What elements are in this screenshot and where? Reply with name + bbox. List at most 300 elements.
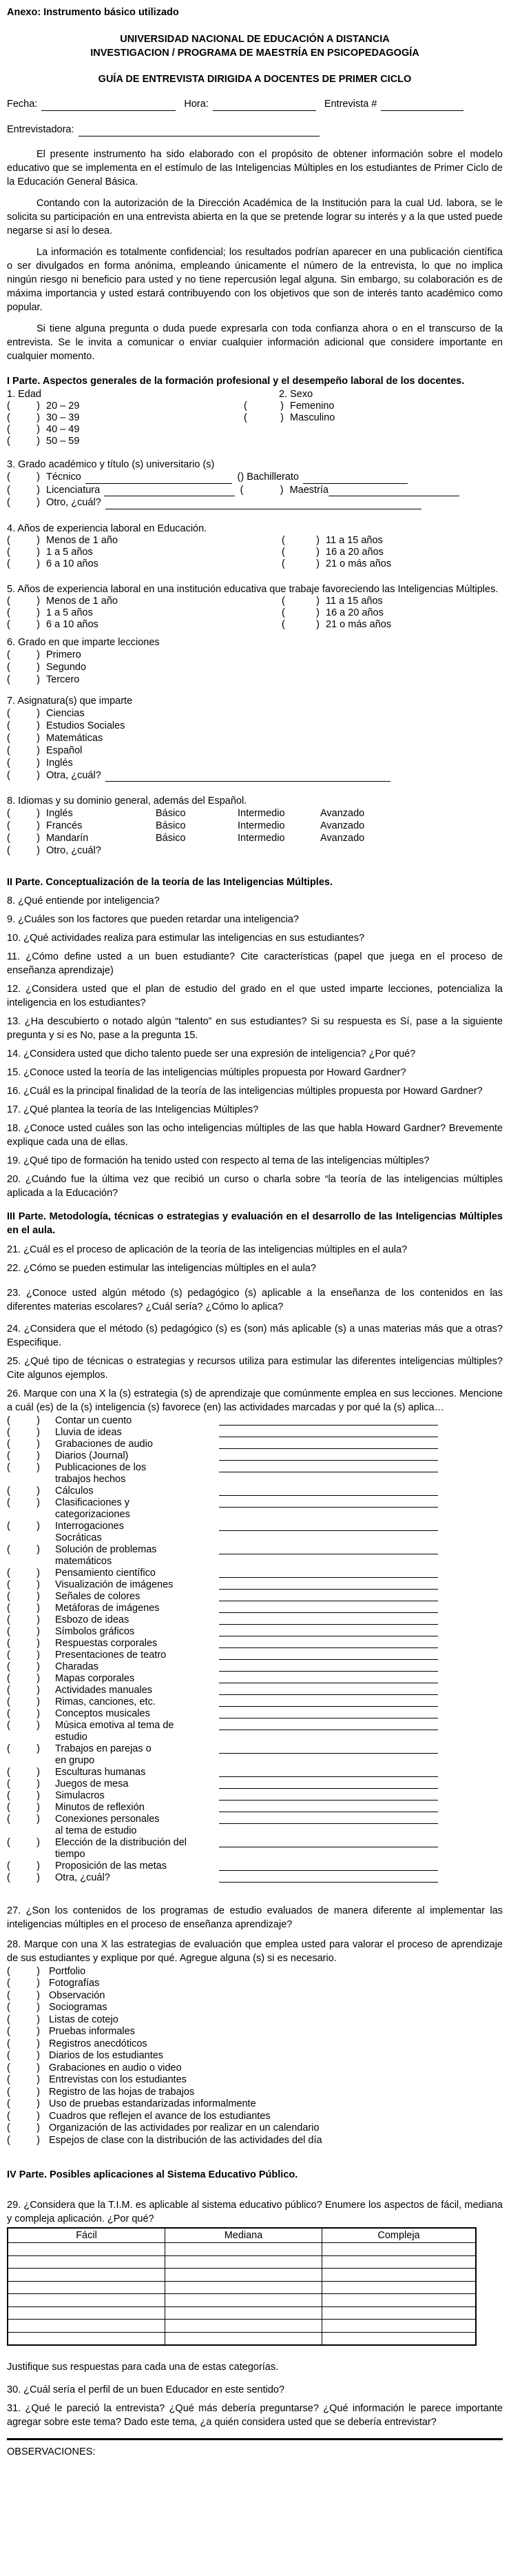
answer-line[interactable] <box>219 1685 438 1695</box>
strategy-label: Pensamiento científico <box>55 1567 156 1579</box>
strategies-checklist <box>7 1415 503 1884</box>
answer-line[interactable] <box>219 1778 438 1789</box>
checkbox[interactable] <box>7 2098 40 2111</box>
checkbox[interactable] <box>7 412 40 424</box>
checkbox[interactable] <box>7 1650 40 1661</box>
answer-line[interactable] <box>219 1650 438 1660</box>
checkbox[interactable] <box>7 1544 40 1556</box>
option-row <box>7 707 503 720</box>
question-grado-academico: 3. Grado académico y título (s) universitario (s) <box>7 459 215 470</box>
question-31: 31. ¿Qué le pareció la entrevista? ¿Qué más debería preguntarse? ¿Qué información le parece importante agregar sobre este tema? Dado este tema, ¿a quién considera usted que se debería entrevistar? <box>7 2403 503 2428</box>
strategy-label: Mapas corporales <box>55 1672 135 1684</box>
entrevistadora-input-line[interactable] <box>79 125 320 136</box>
checkbox[interactable] <box>7 1626 40 1638</box>
table-cell[interactable] <box>8 2332 165 2345</box>
evaluation-row <box>7 2062 503 2075</box>
question-asignatura: 7. Asignatura(s) que imparte <box>7 695 133 707</box>
checkbox[interactable] <box>282 535 320 547</box>
table-body <box>8 2243 476 2346</box>
checkbox[interactable] <box>7 732 40 744</box>
table-cell[interactable] <box>165 2332 322 2345</box>
level-intermedio-label[interactable]: Intermedio <box>238 807 285 819</box>
checkbox[interactable] <box>7 2050 40 2062</box>
table-cell[interactable] <box>322 2243 477 2256</box>
answer-line[interactable] <box>219 1497 438 1508</box>
intro-paragraph: El presente instrumento ha sido elaborado con el propósito de obtener información sobre el modelo educativo que se implementa en el estímulo de las Inteligencias Múltiples en los estudiantes de Primer Ciclo de la Educación General Básica. <box>7 149 503 187</box>
checkbox[interactable] <box>7 607 40 619</box>
table-row <box>8 2320 476 2333</box>
evaluation-row <box>7 2087 503 2099</box>
checkbox[interactable] <box>7 1966 40 1978</box>
answer-line[interactable] <box>219 1521 438 1531</box>
language-label: Francés <box>46 820 83 831</box>
strategy-row <box>7 1650 503 1661</box>
strategy-row <box>7 1778 503 1790</box>
level-avanzado-label[interactable]: Avanzado <box>320 820 365 831</box>
strategy-label: Esculturas humanas <box>55 1766 146 1778</box>
answer-line[interactable] <box>219 1544 438 1554</box>
table-cell[interactable] <box>8 2306 165 2320</box>
answer-line[interactable] <box>219 1450 438 1461</box>
evaluation-label: Pruebas informales <box>49 2026 135 2037</box>
checkbox[interactable] <box>7 1696 40 1708</box>
option-row <box>7 720 503 732</box>
otra-asignatura-input-line[interactable] <box>105 771 390 782</box>
option-label: Menos de 1 año <box>46 534 118 546</box>
checkbox[interactable] <box>282 558 320 570</box>
strategy-label: Charadas <box>55 1661 98 1672</box>
answer-line[interactable] <box>219 1415 438 1426</box>
table-cell[interactable] <box>322 2269 477 2282</box>
level-basico-label[interactable]: Básico <box>156 832 186 844</box>
strategy-label: Elección de la distribución del tiempo <box>55 1836 187 1860</box>
checkbox[interactable] <box>7 2111 40 2123</box>
strategy-row <box>7 1743 503 1767</box>
evaluation-row <box>7 2122 503 2135</box>
evaluation-label: Observación <box>49 1989 105 2001</box>
checkbox[interactable] <box>7 1802 40 1814</box>
experiencia-options <box>7 535 503 570</box>
question-text: 20. ¿Cuándo fue la última vez que recibió un curso o charla sobre “la teoría de las inteligencias múltiples aplicada a la Educación? <box>7 1173 503 1199</box>
table-cell[interactable] <box>8 2281 165 2294</box>
checkbox[interactable] <box>7 547 40 558</box>
question-grado-lecciones: 6. Grado en que imparte lecciones <box>7 636 160 648</box>
question-29: 29. ¿Considera que la T.I.M. es aplicable al sistema educativo público? Enumere los aspectos de fácil, mediana y compleja aplicación. ¿Por qué? <box>7 2200 503 2224</box>
checkbox[interactable] <box>7 1603 40 1614</box>
checkbox[interactable] <box>7 1439 40 1450</box>
checkbox[interactable] <box>7 844 40 857</box>
question-text: 10. ¿Qué actividades realiza para estimular las inteligencias en sus estudiantes? <box>7 932 365 944</box>
question-idiomas: 8. Idiomas y su dominio general, además del Español. <box>7 795 247 807</box>
table-cell[interactable] <box>165 2255 322 2269</box>
answer-line[interactable] <box>219 1720 438 1730</box>
option-label: Matemáticas <box>46 732 103 744</box>
sexo-options <box>238 400 503 424</box>
answer-line[interactable] <box>219 1626 438 1636</box>
checkbox[interactable] <box>7 2122 40 2135</box>
checkbox[interactable] <box>7 1708 40 1720</box>
strategy-label: Lluvia de ideas <box>55 1426 122 1438</box>
checkbox[interactable] <box>7 1485 40 1497</box>
strategy-label: Símbolos gráficos <box>55 1625 135 1637</box>
option-label: Licenciatura <box>46 484 101 496</box>
option-label: 21 o más años <box>326 618 392 630</box>
strategy-label: Proposición de las metas <box>55 1860 167 1872</box>
answer-line[interactable] <box>219 1708 438 1718</box>
option-pair-row <box>7 619 503 631</box>
strategy-label: Trabajos en parejas o en grupo <box>55 1743 152 1766</box>
evaluation-row <box>7 2038 503 2051</box>
tecnico-input-line[interactable] <box>85 474 232 484</box>
question-label: 1. Edad <box>7 389 41 400</box>
checkbox[interactable] <box>7 649 40 661</box>
answer-line[interactable] <box>219 1614 438 1625</box>
answer-line[interactable] <box>219 1568 438 1578</box>
strategy-row <box>7 1439 503 1450</box>
application-table <box>7 2227 477 2346</box>
question-27: 27. ¿Son los contenidos de los programas de estudio evaluados de manera diferente al implementar las inteligencias múltiples en el proceso de enseñanza aprendizaje? <box>7 1905 503 1930</box>
answer-line[interactable] <box>219 1462 438 1472</box>
table-cell[interactable] <box>165 2306 322 2320</box>
answer-line[interactable] <box>219 1638 438 1648</box>
question-text: 12. ¿Considera usted que el plan de estudio del grado en el que usted imparte lecciones, potencializa la inteligencia en los estudiantes? <box>7 983 503 1008</box>
option-label: 11 a 15 años <box>326 534 383 546</box>
table-cell[interactable] <box>8 2320 165 2333</box>
question-30: 30. ¿Cuál sería el perfil de un buen Educador en este sentido? <box>7 2384 285 2395</box>
table-cell[interactable] <box>165 2281 322 2294</box>
table-cell[interactable] <box>322 2294 477 2307</box>
checkbox[interactable] <box>7 2026 40 2038</box>
table-header-compleja: Compleja <box>322 2228 477 2243</box>
checkbox[interactable] <box>7 820 40 832</box>
question-23: 23. ¿Conoce usted algún método (s) pedagógico (s) aplicable a la enseñanza de los contenidos en las diferentes materias escolares? ¿Cuál sería? ¿Cómo lo aplica? <box>7 1287 503 1312</box>
interviewer-row <box>7 123 503 136</box>
language-row <box>7 820 503 832</box>
strategy-label: Música emotiva al tema de estudio <box>55 1719 174 1743</box>
option-row <box>7 673 503 686</box>
question-21: 21. ¿Cuál es el proceso de aplicación de la teoría de las inteligencias múltiples en el aula? <box>7 1244 408 1255</box>
checkbox[interactable] <box>7 2014 40 2027</box>
table-cell[interactable] <box>165 2320 322 2333</box>
strategy-row <box>7 1860 503 1872</box>
answer-line[interactable] <box>219 1802 438 1812</box>
evaluation-label: Portfolio <box>49 1965 86 1977</box>
entrevista-number-label: Entrevista # <box>324 99 377 110</box>
language-label: Mandarín <box>46 832 89 844</box>
checkbox[interactable] <box>7 2087 40 2099</box>
checkbox[interactable] <box>7 1978 40 1990</box>
checkbox[interactable] <box>7 1767 40 1778</box>
evaluation-row <box>7 2014 503 2027</box>
checkbox[interactable] <box>7 1743 40 1755</box>
table-cell[interactable] <box>322 2255 477 2269</box>
option-row <box>7 757 503 769</box>
table-cell[interactable] <box>8 2269 165 2282</box>
strategy-row <box>7 1568 503 1579</box>
strategy-row <box>7 1661 503 1673</box>
table-cell[interactable] <box>165 2294 322 2307</box>
level-intermedio-label[interactable]: Intermedio <box>238 820 285 831</box>
date-time-row <box>7 97 503 111</box>
entrevista-number-input-line[interactable] <box>381 100 463 111</box>
checkbox[interactable] <box>7 757 40 769</box>
language-row <box>7 832 503 844</box>
observations-label: OBSERVACIONES: <box>7 2446 96 2457</box>
strategy-label: Presentaciones de teatro <box>55 1649 167 1661</box>
strategy-label: Rimas, canciones, etc. <box>55 1696 156 1707</box>
bachillerato-input-line[interactable] <box>303 474 408 484</box>
checkbox[interactable] <box>7 1427 40 1439</box>
table-row <box>8 2255 476 2269</box>
checkbox[interactable] <box>7 1462 40 1474</box>
level-basico-label[interactable]: Básico <box>156 807 186 819</box>
option-pair-row <box>7 596 503 607</box>
checkbox[interactable] <box>7 2002 40 2014</box>
strategy-row <box>7 1591 503 1603</box>
strategy-row <box>7 1579 503 1591</box>
edad-options <box>7 400 238 447</box>
evaluation-label: Organización de las actividades por realizar en un calendario <box>49 2122 320 2133</box>
checkbox[interactable] <box>7 1814 40 1825</box>
answer-line[interactable] <box>219 1696 438 1707</box>
level-avanzado-label[interactable]: Avanzado <box>320 807 365 819</box>
option-label: Estudios Sociales <box>46 720 125 731</box>
strategy-label: Visualización de imágenes <box>55 1579 174 1590</box>
question-text: 18. ¿Conoce usted cuáles son las ocho inteligencias múltiples de las que habla Howard Gardner? Brevemente explique cada una de ellas. <box>7 1122 503 1148</box>
checkbox[interactable] <box>7 400 40 412</box>
evaluation-label: Diarios de los estudiantes <box>49 2050 164 2061</box>
entrevistadora-label: Entrevistadora: <box>7 124 74 135</box>
grado-lecciones-options <box>7 649 503 686</box>
hora-input-line[interactable] <box>213 100 316 111</box>
checkbox[interactable] <box>7 2062 40 2075</box>
checkbox[interactable] <box>244 412 284 424</box>
checkbox[interactable] <box>7 1497 40 1509</box>
answer-line[interactable] <box>219 1603 438 1613</box>
table-row <box>8 2294 476 2307</box>
strategy-label: Clasificaciones y categorizaciones <box>55 1497 130 1520</box>
checkbox[interactable] <box>7 1990 40 2002</box>
part3-heading: III Parte. Metodología, técnicas o estrategias y evaluación en el desarrollo de las Inteligencias Múltiples en el aula. <box>7 1210 503 1236</box>
answer-line[interactable] <box>219 1439 438 1449</box>
part2-questions <box>7 894 503 1200</box>
checkbox[interactable] <box>7 1591 40 1603</box>
option-label: Primero <box>46 649 81 660</box>
checkbox[interactable] <box>7 496 40 509</box>
table-cell[interactable] <box>8 2243 165 2256</box>
checkbox[interactable] <box>7 1521 40 1532</box>
guide-title: GUÍA DE ENTREVISTA DIRIGIDA A DOCENTES DE PRIMER CICLO <box>98 74 412 85</box>
question-text: 15. ¿Conoce usted la teoría de las inteligencias múltiples propuesta por Howard Gardner? <box>7 1066 406 1078</box>
table-cell[interactable] <box>8 2294 165 2307</box>
strategy-label: Publicaciones de los trabajos hechos <box>55 1461 147 1485</box>
checkbox[interactable] <box>7 1579 40 1591</box>
checkbox[interactable] <box>7 661 40 673</box>
strategy-row <box>7 1614 503 1626</box>
option-label: Menos de 1 año <box>46 595 118 607</box>
answer-line[interactable] <box>219 1579 438 1590</box>
checkbox[interactable] <box>7 619 40 631</box>
checkbox[interactable] <box>282 596 320 607</box>
checkbox[interactable] <box>7 471 40 484</box>
checkbox[interactable] <box>7 1638 40 1650</box>
strategy-row <box>7 1427 503 1439</box>
checkbox[interactable] <box>7 1872 40 1884</box>
strategy-row <box>7 1708 503 1720</box>
question-text: 14. ¿Considera usted que dicho talento puede ser una expresión de inteligencia? ¿Por qué? <box>7 1048 416 1059</box>
checkbox[interactable] <box>282 619 320 631</box>
checkbox[interactable] <box>7 1568 40 1579</box>
annex-label: Anexo: Instrumento básico utilizado <box>7 7 179 18</box>
strategy-label: Señales de colores <box>55 1590 140 1602</box>
option-row <box>238 400 503 412</box>
checkbox[interactable] <box>7 2038 40 2051</box>
table-cell[interactable] <box>165 2269 322 2282</box>
level-basico-label[interactable]: Básico <box>156 820 186 831</box>
answer-line[interactable] <box>219 1767 438 1777</box>
checkbox[interactable] <box>7 720 40 732</box>
intro-paragraph: La información es totalmente confidencial; los resultados podrían aparecer en una publicación científica o ser divulgados en forma anónima, empleando únicamente el número de la entrevista, lo que no implica ningún riesgo ni beneficio para usted y no tiene repercusión legal alguna. Sin embargo, su colaboración es de máxima importancia y usted estará contribuyendo con los objetivos que son de interés tanto académico como popular. <box>7 247 503 313</box>
answer-line[interactable] <box>219 1837 438 1847</box>
table-cell[interactable] <box>322 2281 477 2294</box>
otro-grado-input-line[interactable] <box>105 499 421 509</box>
strategy-label: Grabaciones de audio <box>55 1438 153 1450</box>
option-label: 11 a 15 años <box>326 595 383 607</box>
table-cell[interactable] <box>322 2320 477 2333</box>
checkbox[interactable] <box>7 424 40 436</box>
checkbox[interactable] <box>7 769 40 782</box>
answer-line[interactable] <box>219 1790 438 1801</box>
option-row <box>7 412 238 424</box>
checkbox[interactable] <box>7 1790 40 1802</box>
table-cell[interactable] <box>8 2255 165 2269</box>
asignatura-options <box>7 707 503 769</box>
part1-heading: I Parte. Aspectos generales de la formación profesional y el desempeño laboral de los docentes. <box>7 376 465 387</box>
strategy-label: Respuestas corporales <box>55 1637 158 1649</box>
answer-line[interactable] <box>219 1673 438 1683</box>
university-title-line2: INVESTIGACION / PROGRAMA DE MAESTRÍA EN PSICOPEDAGOGÍA <box>90 48 419 59</box>
checkbox[interactable] <box>7 1673 40 1685</box>
strategy-row <box>7 1802 503 1814</box>
experiencia-im-options <box>7 596 503 631</box>
strategy-label: Conceptos musicales <box>55 1707 150 1719</box>
evaluation-checklist <box>7 1966 503 2147</box>
option-label: Español <box>46 744 83 756</box>
checkbox[interactable] <box>7 707 40 720</box>
checkbox[interactable] <box>7 1450 40 1462</box>
checkbox[interactable] <box>282 547 320 558</box>
option-label: 30 – 39 <box>46 412 80 423</box>
answer-line[interactable] <box>219 1872 438 1883</box>
strategy-row <box>7 1790 503 1802</box>
checkbox[interactable] <box>240 484 284 497</box>
answer-line[interactable] <box>219 1427 438 1437</box>
table-cell[interactable] <box>165 2243 322 2256</box>
checkbox[interactable] <box>7 1860 40 1872</box>
checkbox[interactable] <box>282 607 320 619</box>
option-label: 1 a 5 años <box>46 546 93 558</box>
answer-line[interactable] <box>219 1485 438 1496</box>
answer-line[interactable] <box>219 1860 438 1871</box>
option-label: Inglés <box>46 757 73 769</box>
table-row <box>8 2332 476 2345</box>
checkbox[interactable] <box>7 1661 40 1673</box>
intro-paragraph: Si tiene alguna pregunta o duda puede expresarla con toda confianza ahora o en el transcurso de la entrevista. Se le invita a comunicar o enviar cualquier información adicional que considere importante en cualquier momento. <box>7 323 503 362</box>
checkbox[interactable] <box>238 471 244 484</box>
question-label: 2. Sexo <box>279 389 313 400</box>
checkbox[interactable] <box>7 1685 40 1696</box>
option-label: 20 – 29 <box>46 400 80 412</box>
option-label: Otro, ¿cuál? <box>46 497 101 508</box>
strategy-label: Minutos de reflexión <box>55 1801 145 1813</box>
checkbox[interactable] <box>7 1614 40 1626</box>
checkbox[interactable] <box>7 1720 40 1732</box>
answer-line[interactable] <box>219 1743 438 1754</box>
checkbox[interactable] <box>7 1415 40 1427</box>
checkbox[interactable] <box>7 535 40 547</box>
strategy-row <box>7 1872 503 1884</box>
checkbox[interactable] <box>244 400 284 412</box>
table-cell[interactable] <box>322 2306 477 2320</box>
checkbox[interactable] <box>7 807 40 820</box>
strategy-label: Contar un cuento <box>55 1414 132 1426</box>
intro-paragraphs <box>7 148 503 363</box>
fecha-input-line[interactable] <box>41 100 176 111</box>
option-row <box>7 744 503 757</box>
strategy-row <box>7 1626 503 1638</box>
answer-line[interactable] <box>219 1591 438 1601</box>
evaluation-row <box>7 1990 503 2002</box>
licenciatura-input-line[interactable] <box>104 486 234 496</box>
part4-heading: IV Parte. Posibles aplicaciones al Sistema Educativo Público. <box>7 2169 298 2180</box>
checkbox[interactable] <box>7 596 40 607</box>
checkbox[interactable] <box>7 2074 40 2087</box>
question-text: 9. ¿Cuáles son los factores que pueden retardar una inteligencia? <box>7 913 299 925</box>
question-26: 26. Marque con una X la (s) estrategia (s) de aprendizaje que comúnmente emplea en sus lecciones. Mencione a cuál (es) de la (s) inteligencia (s) favorece (en) las actividades marcadas y por qué la (s) aplica… <box>7 1388 503 1413</box>
option-pair-row <box>7 607 503 619</box>
strategy-row <box>7 1415 503 1427</box>
option-row <box>238 412 503 424</box>
level-intermedio-label[interactable]: Intermedio <box>238 832 285 844</box>
answer-line[interactable] <box>219 1814 438 1824</box>
question-text: 11. ¿Cómo define usted a un buen estudiante? Cite características (papel que juega en el proceso de enseñanza aprendizaje) <box>7 951 503 976</box>
idioma-other-row <box>7 844 503 857</box>
checkbox[interactable] <box>7 558 40 570</box>
maestria-input-line[interactable] <box>328 486 459 496</box>
level-avanzado-label[interactable]: Avanzado <box>320 832 365 844</box>
option-label: Segundo <box>46 661 87 673</box>
strategy-row <box>7 1720 503 1743</box>
option-label: Maestría <box>289 484 328 496</box>
question-24: 24. ¿Considera que el método (s) pedagógico (s) es (son) más aplicable (s) a unas materias más que a otras? Especifique. <box>7 1323 503 1348</box>
checkbox[interactable] <box>7 744 40 757</box>
checkbox[interactable] <box>7 673 40 686</box>
option-label: Otro, ¿cuál? <box>46 844 101 856</box>
strategy-label: Metáforas de imágenes <box>55 1602 160 1614</box>
table-cell[interactable] <box>322 2332 477 2345</box>
table-row <box>8 2243 476 2256</box>
option-label: Bachillerato <box>247 471 299 483</box>
answer-line[interactable] <box>219 1661 438 1672</box>
evaluation-row <box>7 1966 503 1978</box>
evaluation-row <box>7 1978 503 1990</box>
checkbox[interactable] <box>7 1837 40 1849</box>
checkbox[interactable] <box>7 832 40 844</box>
checkbox[interactable] <box>7 484 40 497</box>
checkbox[interactable] <box>7 2135 40 2147</box>
checkbox[interactable] <box>7 1778 40 1790</box>
checkbox[interactable] <box>7 436 40 447</box>
